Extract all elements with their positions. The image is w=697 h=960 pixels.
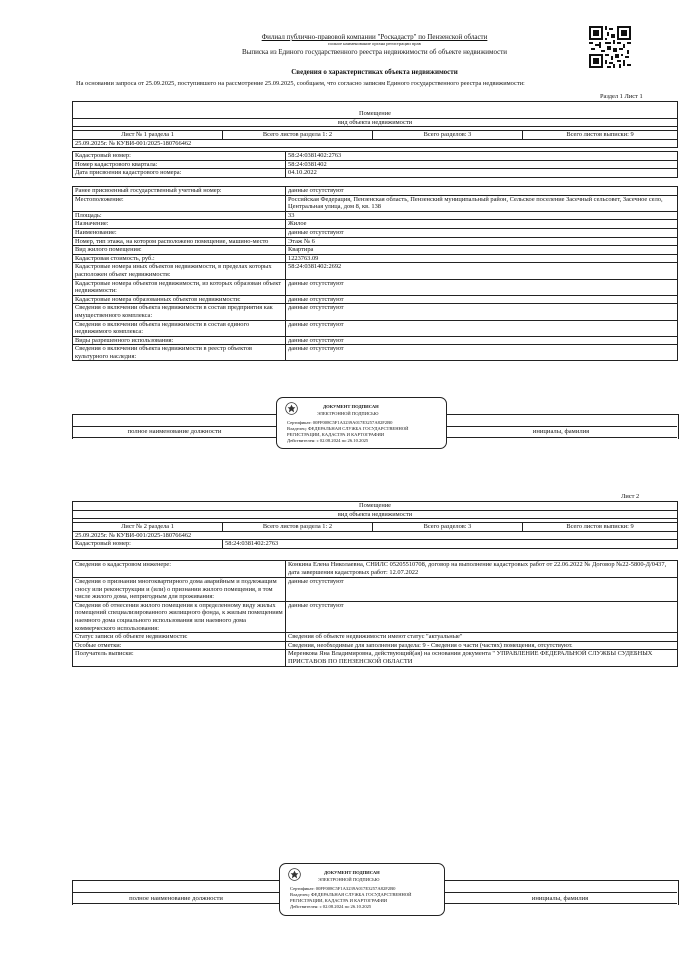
table-row: Статус записи об объекте недвижимости: Сведения об объекте недвижимости имеют статус "актуальные" xyxy=(73,633,678,642)
document-title: Выписка из Единого государственного реестра недвижимости об объекте недвижимости xyxy=(241,48,508,56)
table-row: Сведения о признании многоквартирного дома аварийным и подлежащим сносу или реконструкции и (или) о признании жилого помещения, в том числе жилого дома, непригодным для проживания: данные отсутствуют xyxy=(73,578,678,602)
table-row: Кадастровые номера образованных объектов недвижимости: данные отсутствуют xyxy=(73,295,678,304)
characteristics-table xyxy=(72,186,678,361)
sheet1-header-table xyxy=(72,101,678,148)
divider xyxy=(445,437,677,438)
request-intro: На основании запроса от 25.09.2025, поступившего на рассмотрение 25.09.2025, сообщаем, что согласно записям Единого государственного реестра недвижимости: xyxy=(76,80,525,87)
table-row: Вид жилого помещения: Квартира xyxy=(73,246,678,255)
table-row: Сведения о включении объекта недвижимости в состав единого недвижимого комплекса: данные отсутствуют xyxy=(73,320,678,336)
table-row: Сведения об отнесении жилого помещения к определенному виду жилых помещений специализированного жилищного фонда, к жилым помещениям наемного дома социального использования или наемного дома коммерческого использования: данные отсутствуют xyxy=(73,601,678,632)
section-title: Сведения о характеристиках объекта недвижимости xyxy=(291,68,458,76)
doc-number: 25.09.2025г. № КУВИ-001/2025-180766462 xyxy=(73,139,678,148)
divider xyxy=(443,903,677,904)
table-row: Кадастровые номера объектов недвижимости, из которых образован объект недвижимости: данные отсутствуют xyxy=(73,279,678,295)
object-name: Помещение xyxy=(73,502,678,511)
razdel-label: Раздел 1 Лист 1 xyxy=(600,93,643,100)
object-name: Помещение xyxy=(73,110,678,118)
table-row: Назначение: Жилое xyxy=(73,220,678,229)
sheet2-details-table xyxy=(72,560,678,667)
table-row: Площадь: 33 xyxy=(73,211,678,220)
sheet-number: Лист № 2 раздела 1 xyxy=(73,523,223,532)
sheets-total: Всего листов раздела 1: 2 xyxy=(223,523,373,532)
table-row: Сведения о включении объекта недвижимости в состав предприятия как имущественного комплекса: данные отсутствуют xyxy=(73,304,678,320)
table-row: Наименование: данные отсутствуют xyxy=(73,228,678,237)
table-row: Ранее присвоенный государственный учетный номер: данные отсутствуют xyxy=(73,187,678,196)
e-signature-stamp: ДОКУМЕНТ ПОДПИСАН ЭЛЕКТРОННОЙ ПОДПИСЬЮ Сертификат: 00FF008C5F1A3239A017E3257A82F2B0 Владелец: ФЕДЕРАЛЬНАЯ СЛУЖБА ГОСУДАРСТВЕННОЙ РЕГИСТРАЦИИ, КАДАСТРА И КАРТОГРАФИИ Действителен: с 02.08.2024 по 26.10.2025 xyxy=(279,863,445,916)
emblem-icon xyxy=(285,402,298,415)
table-row: Кадастровые номера иных объектов недвижимости, в пределах которых расположен объект недвижимости: 58:24:0381402:2692 xyxy=(73,263,678,279)
table-row: Местоположение: Российская Федерация, Пензенская область, Пензенский муниципальный район, Сельское поселение Засечный сельсовет, Засечное село, Центральная улица, дом 8, кв. 138 xyxy=(73,195,678,211)
org-subtitle: полное наименование органа регистрации прав xyxy=(328,41,421,46)
sections-total: Всего разделов: 3 xyxy=(373,523,523,532)
qr-code-icon xyxy=(589,26,631,68)
sections-total: Всего разделов: 3 xyxy=(373,131,523,140)
object-kind: вид объекта недвижимости xyxy=(73,510,678,519)
e-signature-stamp: ДОКУМЕНТ ПОДПИСАН ЭЛЕКТРОННОЙ ПОДПИСЬЮ Сертификат: 00FF008C5F1A3239A017E3257A82F2B0 Владелец: ФЕДЕРАЛЬНАЯ СЛУЖБА ГОСУДАРСТВЕННОЙ РЕГИСТРАЦИИ, КАДАСТРА И КАРТОГРАФИИ Действителен: с 02.08.2024 по 26.10.2025 xyxy=(276,397,447,449)
table-row: Сведения о включении объекта недвижимости в реестр объектов культурного наследия: данные отсутствуют xyxy=(73,345,678,361)
position-label: полное наименование должности xyxy=(127,428,222,435)
name-label: инициалы, фамилия xyxy=(532,428,590,435)
divider xyxy=(72,903,280,904)
sheets-total: Всего листов раздела 1: 2 xyxy=(223,131,373,140)
extract-sheets-total: Всего листов выписки: 9 xyxy=(523,131,678,140)
table-row: Сведения о кадастровом инженере: Конкина Елена Николаевна, СНИЛС 05205510708, договор на выполнение кадастровых работ от 22.06.2022 № Договор №22-5800-Д/0437, дата завершения кадастровых работ: 12.07.2022 xyxy=(73,561,678,578)
page2-label: Лист 2 xyxy=(621,493,640,500)
table-row: Номер кадастрового квартала: 58:24:0381402 xyxy=(73,160,678,169)
divider xyxy=(72,437,277,438)
name-label: инициалы, фамилия xyxy=(531,895,589,902)
doc-number: 25.09.2025г. № КУВИ-001/2025-180766462 xyxy=(73,531,678,540)
table-row: Кадастровая стоимость, руб.: 1223763.09 xyxy=(73,254,678,263)
position-label: полное наименование должности xyxy=(129,895,223,902)
table-row: Виды разрешенного использования: данные отсутствуют xyxy=(73,336,678,345)
org-name: Филиал публично-правовой компании "Роскадастр" по Пензенской области xyxy=(261,33,488,41)
table-row: Особые отметки: Сведения, необходимые для заполнения раздела: 9 - Сведения о части (частях) помещения, отсутствуют. xyxy=(73,641,678,650)
table-row: Дата присвоения кадастрового номера: 04.10.2022 xyxy=(73,169,678,178)
emblem-icon xyxy=(288,868,301,881)
table-row: Кадастровый номер: 58:24:0381402:2763 xyxy=(73,152,678,161)
cadastral-value: 58:24:0381402:2763 xyxy=(223,540,678,549)
table-row: Номер, тип этажа, на котором расположено помещение, машино-место Этаж № 6 xyxy=(73,237,678,246)
extract-sheets-total: Всего листов выписки: 9 xyxy=(523,523,678,532)
cadastral-table xyxy=(72,151,678,178)
table-row: Получатель выписки: Меренкова Яна Владимировна, действующий(ая) на основании документа " УПРАВЛЕНИЕ ФЕДЕРАЛЬНОЙ СЛУЖБЫ СУДЕБНЫХ ПРИСТАВОВ ПО ПЕНЗЕНСКОЙ ОБЛАСТИ xyxy=(73,650,678,666)
sheet2-header-table xyxy=(72,501,678,549)
object-kind: вид объекта недвижимости xyxy=(73,118,678,127)
cadastral-label: Кадастровый номер: xyxy=(73,540,223,549)
sheet-number: Лист № 1 раздела 1 xyxy=(73,131,223,140)
